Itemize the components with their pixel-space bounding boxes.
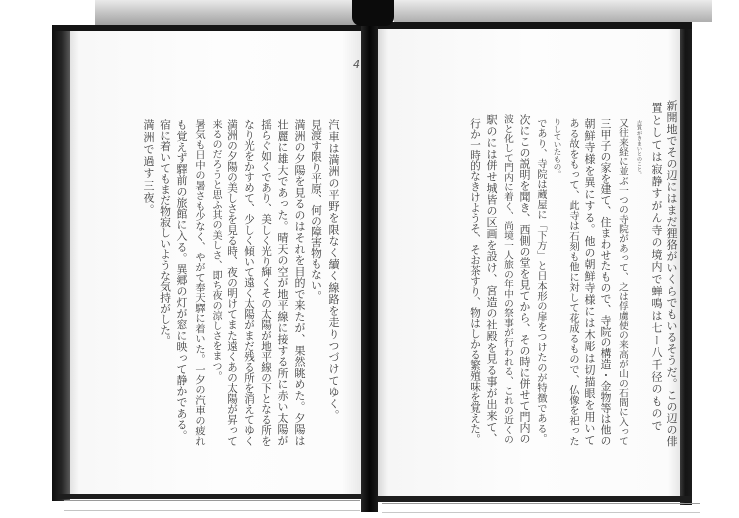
text-column: 暑気も日中の暑さも少なく、やがて奉天驛に着いた。一夕の汽車の疲れ: [193, 119, 204, 447]
text-column: 壮麗に雄大であった。晴天の空が地平線に接する所に赤い太陽が: [276, 119, 289, 447]
left-page-bottom-edge: [58, 494, 363, 499]
notebook-cover-left-edge: [52, 25, 70, 501]
left-page-top-edge: [55, 25, 363, 31]
text-column: 来るのだろうと思ふ其の美しさ、即ち夜の涼しさをまつ。: [210, 119, 221, 382]
text-column: ある故をもって、此寺は石刻も他に対して花成るもので、仏像を祀った: [567, 118, 579, 446]
left-page: [70, 31, 361, 494]
text-column: も覚えず驛前の旅館に入る。異郷の灯が窓に映って静かである。: [175, 119, 188, 441]
notebook-cover-right-edge: [680, 22, 692, 505]
text-column: であり、寺院は蔵屋に「下方」と日本形の扉をつけたのが特徴である。: [535, 118, 546, 444]
text-column: りしていたもの。: [553, 118, 562, 178]
scan-shadow-top-right: [394, 0, 712, 22]
text-column: 満洲の夕陽の美しさを見る時、夜の明けてまた遠くあの太陽が昇って: [226, 119, 238, 447]
right-page-bottom-edge: [376, 496, 692, 502]
text-column: 又往来経に並ぶ一つの寺院があって、之は俘虜使の来高が山の石間に入って: [617, 118, 628, 446]
left-page-stack-edges: [64, 500, 360, 511]
text-column: 三甲子の家を建て、住まわせたもので、寺院の構造・金物等は他の: [599, 118, 612, 446]
text-column: 見渡す限り平原、何の障害物もない。: [310, 119, 323, 302]
text-column: 次にこの説明を聞き、西側の堂を見てから、その時に併せて門内の: [518, 114, 531, 444]
scan-shadow-top-left: [95, 0, 357, 25]
text-column: 新開地でその辺にはまだ狸狢がいくらでもいるそうだ。この辺の俳: [665, 100, 678, 448]
right-page: [378, 29, 680, 496]
text-column: 満洲で過す三夜。: [142, 119, 155, 217]
text-column: 波と化して門内に着く、尚境一人旅の年中の祭事が行われる、これの近くの: [502, 114, 513, 445]
right-page-stack-edges: [382, 503, 700, 513]
notebook-spine: [361, 0, 378, 512]
text-column: 置としては寂静すがん寺の境内で蝉鳴は七ー八千径のもので: [650, 102, 663, 432]
text-column: 行か一時的なきけようそ、そお茶すり、物はしかる繁殖味を覚えた。: [469, 118, 481, 445]
text-column: 満洲の夕陽を見るのはそれを目的で来たが、果然眺めた。夕陽は: [293, 119, 306, 447]
text-column: 揺らぐ如くであり、美しく光り輝くその太陽が地平線の下となる所を: [260, 119, 272, 447]
text-column: 朝鮮寺様を異にする。他の朝鮮寺様には木彫は切描眼を用いて: [583, 118, 596, 446]
text-column: なり光をかすめて、少しく傾いて遠く太陽がまだ残る所を消えてゆく: [243, 119, 255, 447]
right-page-top-edge: [376, 22, 692, 29]
notebook-spine-top: [352, 0, 394, 26]
text-column: 宿に着いてもまだ物寂しいような気持がした。: [159, 119, 172, 347]
page-number: 4: [353, 58, 360, 71]
text-column: 古質がきまいとのこと。: [636, 120, 642, 177]
text-column: 汽車は満洲の平野を限なく續く線路を走りつづけてゆく。: [327, 119, 340, 422]
text-column: 駅のには併せ城皆の区画を設け、宮造の社殿を見る事が出来て、: [485, 114, 498, 445]
